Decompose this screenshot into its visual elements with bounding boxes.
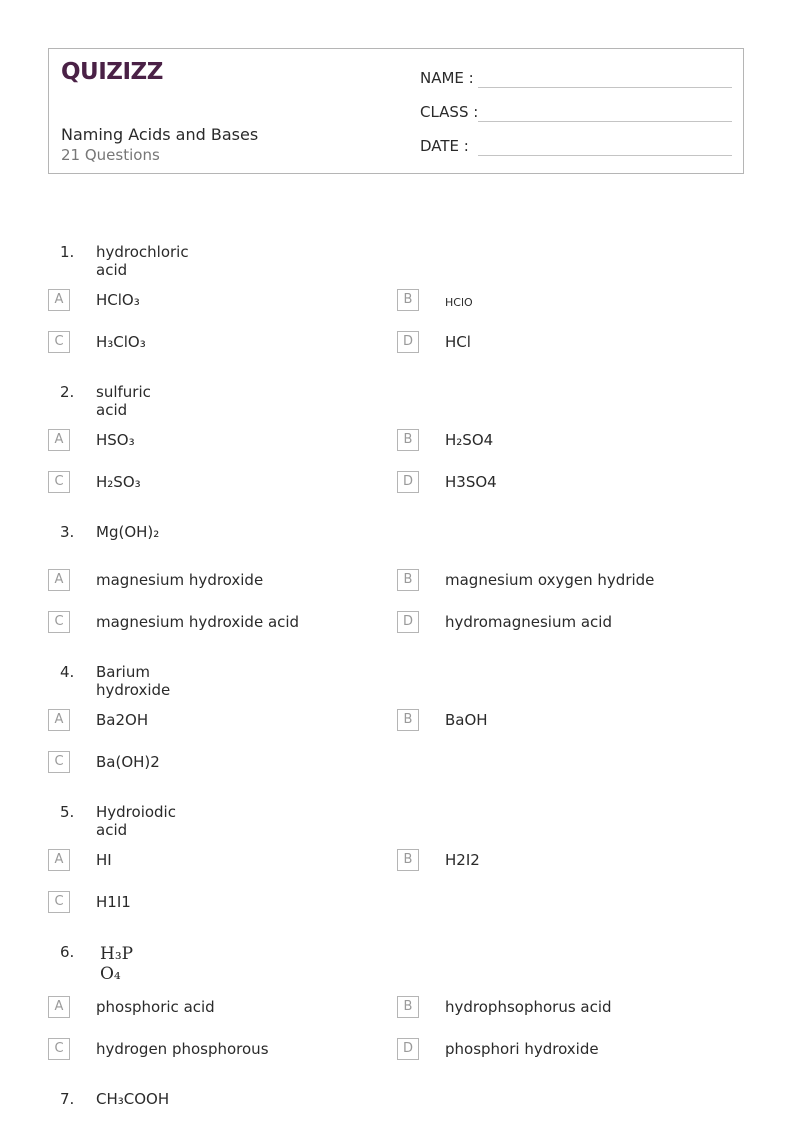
option-text: phosphoric acid: [96, 998, 215, 1016]
option-text: hydromagnesium acid: [445, 613, 612, 631]
option-box[interactable]: A: [48, 569, 70, 591]
question-number: 2.: [60, 383, 75, 401]
question-number: 4.: [60, 663, 75, 681]
name-line[interactable]: [478, 87, 732, 88]
date-line[interactable]: [478, 155, 732, 156]
option-box[interactable]: D: [397, 331, 419, 353]
question-text: CH₃COOH: [96, 1090, 170, 1108]
option-text: HClO: [445, 296, 473, 309]
quizizz-logo: QUIZIZZ: [61, 59, 163, 85]
option-box[interactable]: B: [397, 289, 419, 311]
question-text: Barium hydroxide: [96, 663, 171, 699]
option-text: HI: [96, 851, 112, 869]
option-box[interactable]: D: [397, 1038, 419, 1060]
class-line[interactable]: [478, 121, 732, 122]
option-box[interactable]: C: [48, 1038, 70, 1060]
question-count: 21 Questions: [61, 146, 160, 164]
option-box[interactable]: C: [48, 891, 70, 913]
name-label: NAME :: [420, 69, 474, 87]
option-text: H3SO4: [445, 473, 497, 491]
question-text: Hydroiodic acid: [96, 803, 176, 839]
question-text: sulfuric acid: [96, 383, 151, 419]
option-box[interactable]: A: [48, 429, 70, 451]
worksheet-title: Naming Acids and Bases: [61, 125, 259, 144]
option-text: magnesium hydroxide: [96, 571, 264, 589]
option-box[interactable]: B: [397, 849, 419, 871]
question-number: 1.: [60, 243, 75, 261]
option-text: H₂SO₃: [96, 473, 141, 491]
class-field[interactable]: [420, 103, 478, 121]
question-text: Mg(OH)₂: [96, 523, 160, 541]
option-box[interactable]: B: [397, 996, 419, 1018]
option-box[interactable]: C: [48, 471, 70, 493]
option-box[interactable]: B: [397, 709, 419, 731]
question-number: 6.: [60, 943, 75, 961]
option-text: H₂SO4: [445, 431, 494, 449]
date-field[interactable]: [420, 137, 469, 155]
option-box[interactable]: C: [48, 611, 70, 633]
option-text: HSO₃: [96, 431, 135, 449]
option-box[interactable]: A: [48, 996, 70, 1018]
option-text: magnesium hydroxide acid: [96, 613, 300, 631]
question-number: 3.: [60, 523, 75, 541]
option-text: H₃ClO₃: [96, 333, 146, 351]
option-text: hydrogen phosphorous: [96, 1040, 269, 1058]
option-box[interactable]: B: [397, 569, 419, 591]
option-box[interactable]: D: [397, 611, 419, 633]
option-box[interactable]: A: [48, 709, 70, 731]
option-box[interactable]: D: [397, 471, 419, 493]
worksheet-header: [48, 48, 744, 174]
option-text: H1I1: [96, 893, 131, 911]
question-text: hydrochloric acid: [96, 243, 189, 279]
option-box[interactable]: A: [48, 289, 70, 311]
option-box[interactable]: C: [48, 331, 70, 353]
question-formula: H₃P O₄: [100, 944, 134, 984]
option-text: H2I2: [445, 851, 480, 869]
option-text: magnesium oxygen hydride: [445, 571, 655, 589]
class-label: CLASS :: [420, 103, 479, 121]
date-label: DATE :: [420, 137, 469, 155]
question-number: 7.: [60, 1090, 75, 1108]
option-text: HClO₃: [96, 291, 140, 309]
option-text: BaOH: [445, 711, 488, 729]
option-box[interactable]: B: [397, 429, 419, 451]
option-text: HCl: [445, 333, 471, 351]
option-text: Ba2OH: [96, 711, 149, 729]
option-text: Ba(OH)2: [96, 753, 160, 771]
name-field[interactable]: [420, 69, 474, 87]
option-box[interactable]: A: [48, 849, 70, 871]
option-text: phosphori hydroxide: [445, 1040, 599, 1058]
option-box[interactable]: C: [48, 751, 70, 773]
question-number: 5.: [60, 803, 75, 821]
option-text: hydrophsophorus acid: [445, 998, 612, 1016]
